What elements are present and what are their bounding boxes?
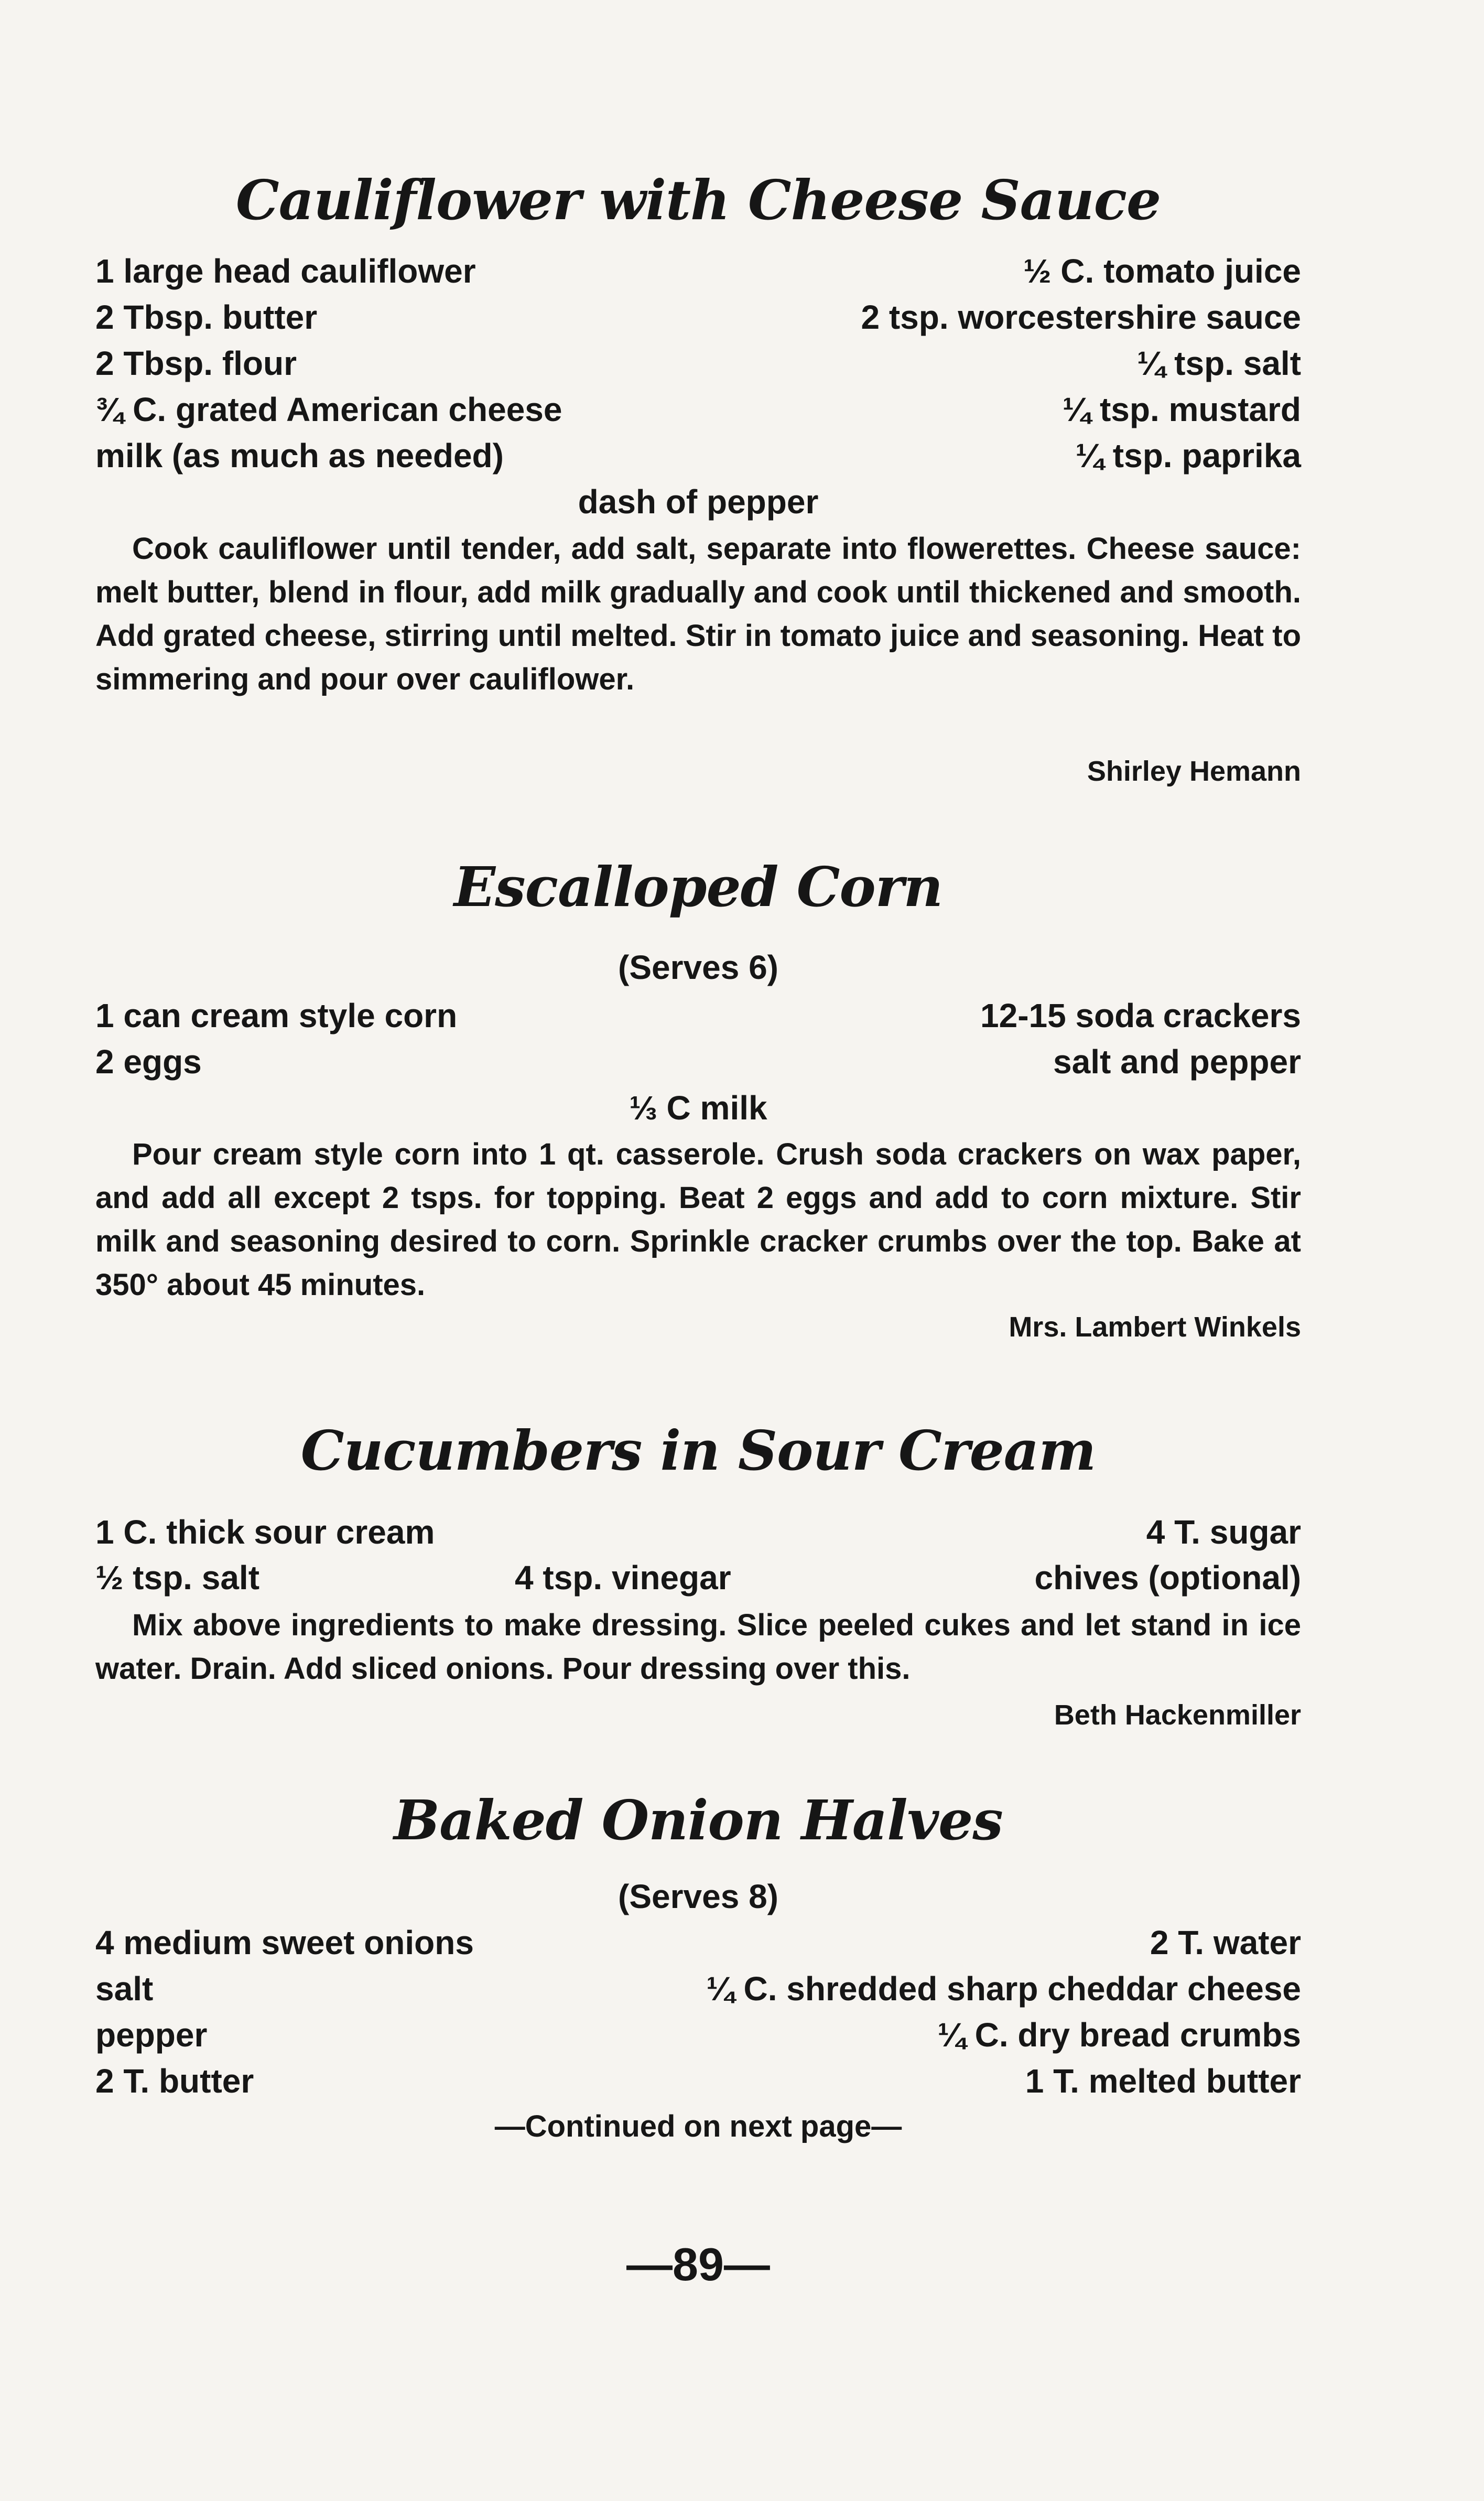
ingredient-left: 1 can cream style corn <box>95 997 458 1034</box>
ingredient-left: 2 T. butter <box>95 2062 254 2100</box>
ingredient-right: ¼ tsp. salt <box>1137 344 1301 382</box>
ingredient-row <box>95 1042 1301 1090</box>
ingredient-left: 2 eggs <box>95 1043 202 1081</box>
ingredient-left: ¾ C. grated American cheese <box>95 391 562 428</box>
ingredient-row <box>95 996 1301 1043</box>
ingredient-right: 2 T. water <box>1150 1924 1301 1961</box>
ingredient-row <box>95 1923 1301 1970</box>
ingredient-right: 2 tsp. worcestershire sauce <box>861 298 1301 336</box>
ingredient-right: ¼ tsp. mustard <box>1062 391 1301 428</box>
recipe-title-cauliflower: Cauliflower with Cheese Sauce <box>235 168 1161 232</box>
ingredient-row <box>95 390 1301 437</box>
ingredient-left: 1 large head cauliflower <box>95 252 476 290</box>
recipe-title-cucumbers: Cucumbers in Sour Cream <box>300 1418 1096 1483</box>
ingredient-row <box>95 482 1301 530</box>
ingredient-left: 4 medium sweet onions <box>95 1924 474 1961</box>
ingredient-row <box>95 1513 1301 1560</box>
ingredient-row <box>95 2015 1301 2063</box>
ingredient-left: pepper <box>95 2016 208 2054</box>
ingredient-right: ½ C. tomato juice <box>1023 252 1301 290</box>
contributor-name: Beth Hackenmiller <box>1054 1699 1301 1731</box>
recipe-directions-cucumbers: Mix above ingredients to make dressing. Slice peeled cukes and let stand in ice water. Drain. Add sliced onions. Pour dressing over this. <box>95 1608 1301 1686</box>
ingredient-right: chives (optional) <box>1034 1559 1301 1597</box>
ingredient-left: ½ tsp. salt <box>95 1559 259 1597</box>
ingredient-left: milk (as much as needed) <box>95 437 504 475</box>
ingredient-left: 1 C. thick sour cream <box>95 1513 435 1551</box>
serves-label: (Serves 8) <box>618 1878 778 1915</box>
ingredient-row <box>95 1969 1301 2017</box>
ingredient-right: ¼ C. dry bread crumbs <box>937 2016 1301 2054</box>
recipe-title-onion: Baked Onion Halves <box>394 1788 1003 1852</box>
ingredient-row <box>95 1558 1301 1605</box>
recipe-directions-cauliflower: Cook cauliflower until tender, add salt, separate into flowerettes. Cheese sauce: melt butter, blend in flour, add milk gradually and cook until thickened and smooth. Add grated cheese, stirring until melted. Stir in tomato juice and seasoning. Heat to simmering and pour over cauliflower. <box>95 532 1301 696</box>
ingredient-row <box>95 2062 1301 2109</box>
ingredient-center: dash of pepper <box>578 483 819 521</box>
ingredient-row <box>95 1088 1301 1136</box>
contributor-name: Shirley Hemann <box>1087 756 1301 787</box>
ingredient-left: salt <box>95 1970 154 2008</box>
ingredient-row <box>95 252 1301 299</box>
recipe-title-corn: Escalloped Corn <box>453 855 943 919</box>
ingredient-middle: 4 tsp. vinegar <box>515 1559 731 1597</box>
recipe-directions-corn: Pour cream style corn into 1 qt. casserole. Crush soda crackers on wax paper, and add all except 2 tsps. for topping. Beat 2 eggs and add to corn mixture. Stir milk and seasoning desired to corn. Sprinkle cracker crumbs over the top. Bake at 350° about 45 minutes. <box>95 1137 1301 1302</box>
ingredient-right: 12-15 soda crackers <box>980 997 1301 1034</box>
ingredient-right: salt and pepper <box>1053 1043 1301 1081</box>
page-number: —89— <box>626 2238 770 2290</box>
ingredient-right: ¼ C. shredded sharp cheddar cheese <box>706 1970 1301 2008</box>
ingredient-center: ⅓ C milk <box>629 1089 767 1127</box>
ingredient-row <box>95 298 1301 345</box>
serves-label: (Serves 6) <box>618 948 778 986</box>
ingredient-right: 1 T. melted butter <box>1025 2062 1301 2100</box>
contributor-name: Mrs. Lambert Winkels <box>1009 1311 1301 1343</box>
ingredient-right: 4 T. sugar <box>1146 1513 1301 1551</box>
ingredient-left: 2 Tbsp. butter <box>95 298 318 336</box>
ingredient-right: ¼ tsp. paprika <box>1075 437 1301 475</box>
continued-note: —Continued on next page— <box>494 2109 902 2143</box>
ingredient-left: 2 Tbsp. flour <box>95 344 297 382</box>
ingredient-row <box>95 344 1301 391</box>
ingredient-row <box>95 436 1301 483</box>
